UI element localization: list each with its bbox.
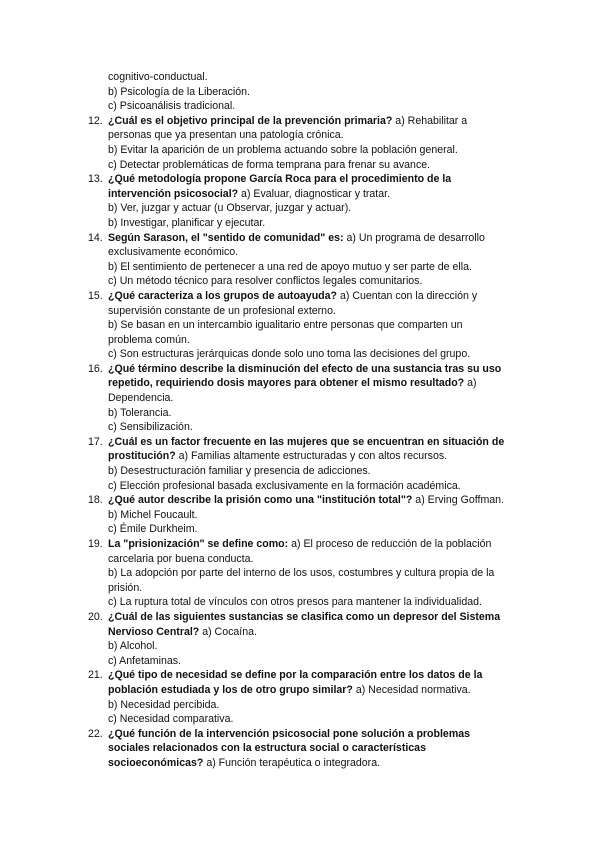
answer-option: b) Necesidad percibida. [108, 698, 220, 711]
question-text-line [108, 727, 530, 742]
answer-option: b) Desestructuración familiar y presencia de adicciones. [108, 465, 371, 478]
answer-option: c) Elección profesional basada exclusivamente en la formación académica. [108, 479, 461, 492]
answer-option: b) Evitar la aparición de un problema actuando sobre la población general. [108, 143, 458, 156]
question-number: 12. [88, 114, 103, 127]
question-prompt: Nervioso Central? [108, 625, 200, 638]
question-body [108, 172, 530, 230]
answer-option: b) La adopción por parte del interno de los usos, costumbres y cultura propia de la [108, 567, 495, 580]
question-prompt: Según Sarason, el "sentido de comunidad" es: [108, 231, 344, 244]
answer-option: c) La ruptura total de vínculos con otros presos para mantener la individualidad. [108, 596, 482, 609]
question-text-line [108, 172, 530, 187]
question-prompt: ¿Qué término describe la disminución del efecto de una sustancia tras su uso [108, 362, 502, 375]
question-item [88, 668, 530, 726]
question-prompt: prostitución? [108, 450, 176, 463]
answer-option-inline: a) Necesidad normativa. [352, 683, 471, 696]
question-text-line [108, 683, 530, 698]
intro-line: cognitivo-conductual. [108, 71, 208, 83]
question-prompt: ¿Cuál es el objetivo principal de la prevención primaria? [108, 114, 393, 127]
question-body [108, 362, 530, 435]
question-number: 15. [88, 289, 103, 302]
question-prompt: ¿Qué tipo de necesidad se define por la comparación entre los datos de la [108, 669, 483, 682]
question-item [88, 727, 530, 771]
answer-option: b) Investigar, planificar y ejecutar. [108, 216, 266, 229]
question-item [88, 537, 530, 610]
answer-option-inline: supervisión constante de un profesional externo. [108, 304, 336, 317]
question-text-line [108, 289, 530, 304]
question-text-line [108, 304, 530, 319]
question-number: 21. [88, 669, 103, 682]
answer-option: b) Ver, juzgar y actuar (u Observar, juzgar y actuar). [108, 202, 352, 215]
question-text-line [108, 435, 530, 450]
question-text-line [108, 187, 530, 202]
answer-option-inline: Dependencia. [108, 392, 174, 405]
question-text-line [108, 449, 530, 464]
intro-block [88, 70, 530, 114]
question-body [108, 610, 530, 668]
answer-option: problema común. [108, 333, 190, 346]
question-text-line [108, 741, 530, 756]
answer-option: b) Tolerancia. [108, 406, 172, 419]
answer-option: b) Alcohol. [108, 640, 158, 653]
question-list [88, 114, 530, 771]
question-text-line [108, 493, 530, 508]
answer-option: c) Necesidad comparativa. [108, 713, 234, 726]
question-number: 20. [88, 610, 103, 623]
answer-option-inline: a) Rehabilitar a [392, 114, 468, 127]
answer-option: c) Anfetaminas. [108, 654, 182, 667]
question-prompt: La "prisionización" se define como: [108, 538, 289, 550]
question-body [108, 537, 530, 610]
question-text-line [108, 376, 530, 391]
question-item [88, 114, 530, 172]
answer-option: b) Michel Foucault. [108, 508, 198, 521]
question-item [88, 362, 530, 435]
question-prompt: población estudiada y los de otro grupo similar? [108, 683, 353, 696]
question-prompt: ¿Qué función de la intervención psicosocial pone solución a problemas [108, 727, 471, 740]
answer-option-inline: a) Familias altamente estructuradas y con altos recursos. [175, 450, 448, 463]
answer-option: c) Detectar problemáticas de forma temprana para frenar su avance. [108, 158, 431, 171]
answer-option-inline: a) Evaluar, diagnosticar y tratar. [238, 187, 391, 200]
question-item [88, 172, 530, 230]
question-number: 13. [88, 173, 103, 186]
answer-option-inline: a) [464, 377, 477, 390]
question-text-line [108, 362, 530, 377]
question-prompt: repetido, requiriendo dosis mayores para obtener el mismo resultado? [108, 377, 465, 390]
intro-line: c) Psicoanálisis tradicional. [108, 100, 236, 113]
question-body [108, 289, 530, 362]
question-body [108, 727, 530, 771]
answer-option: c) Un método técnico para resolver conflictos legales comunitarios. [108, 275, 423, 288]
question-number: 18. [88, 494, 103, 507]
question-item [88, 493, 530, 537]
question-prompt: ¿Qué autor describe la prisión como una "institución total"? [108, 494, 413, 507]
answer-option: c) Émile Durkheim. [108, 523, 198, 536]
question-number: 19. [88, 538, 103, 550]
question-item [88, 231, 530, 289]
question-text-line [108, 128, 530, 143]
question-prompt: ¿Cuál es un factor frecuente en las mujeres que se encuentran en situación de [108, 435, 505, 448]
question-number: 14. [88, 231, 103, 244]
question-text-line [108, 610, 530, 625]
answer-option-inline: carcelaria por buena conducta. [108, 552, 254, 565]
answer-option: b) El sentimiento de pertenecer a una red de apoyo mutuo y ser parte de ella. [108, 260, 472, 273]
question-text-line [108, 245, 530, 260]
question-item [88, 435, 530, 493]
question-body [108, 114, 530, 172]
question-body [108, 231, 530, 289]
answer-option-inline: personas que ya presentan una patología crónica. [108, 129, 344, 142]
question-text-line [108, 114, 530, 129]
question-number: 17. [88, 435, 103, 448]
question-text-line [108, 625, 530, 640]
question-text-line [108, 391, 530, 406]
question-text-line [108, 668, 530, 683]
question-number: 22. [88, 727, 103, 740]
answer-option: b) Se basan en un intercambio igualitario entre personas que comparten un [108, 319, 463, 332]
question-item [88, 610, 530, 668]
question-text-line [108, 552, 530, 567]
question-prompt: ¿Qué metodología propone García Roca para el procedimiento de la [108, 173, 452, 186]
question-item [88, 289, 530, 362]
answer-option-inline: a) Erving Goffman. [412, 494, 505, 507]
answer-option-inline: a) Un programa de desarrollo [343, 231, 485, 244]
question-body [108, 435, 530, 493]
question-body [108, 493, 530, 537]
answer-option-inline: a) Función terapéutica o integradora. [203, 756, 381, 769]
question-prompt: socioeconómicas? [108, 756, 204, 769]
intro-line: b) Psicología de la Liberación. [108, 85, 250, 98]
question-prompt: ¿Qué caracteriza a los grupos de autoayuda? [108, 289, 338, 302]
answer-option: c) Sensibilización. [108, 421, 193, 434]
question-text-line [108, 756, 530, 771]
question-prompt: intervención psicosocial? [108, 187, 239, 200]
question-prompt: sociales relacionados con la estructura social o características [108, 742, 426, 755]
question-body [108, 668, 530, 726]
answer-option: prisión. [108, 581, 143, 594]
answer-option: c) Son estructuras jerárquicas donde solo uno toma las decisiones del grupo. [108, 348, 471, 361]
question-text-line [108, 537, 530, 552]
question-number: 16. [88, 362, 103, 375]
question-text-line [108, 231, 530, 246]
question-prompt: ¿Cuál de las siguientes sustancias se clasifica como un depresor del Sistema [108, 610, 501, 623]
answer-option-inline: a) Cuentan con la dirección y [337, 289, 478, 302]
answer-option-inline: exclusivamente económico. [108, 246, 239, 259]
answer-option-inline: a) Cocaína. [199, 625, 257, 638]
answer-option-inline: a) El proceso de reducción de la población [288, 538, 492, 550]
